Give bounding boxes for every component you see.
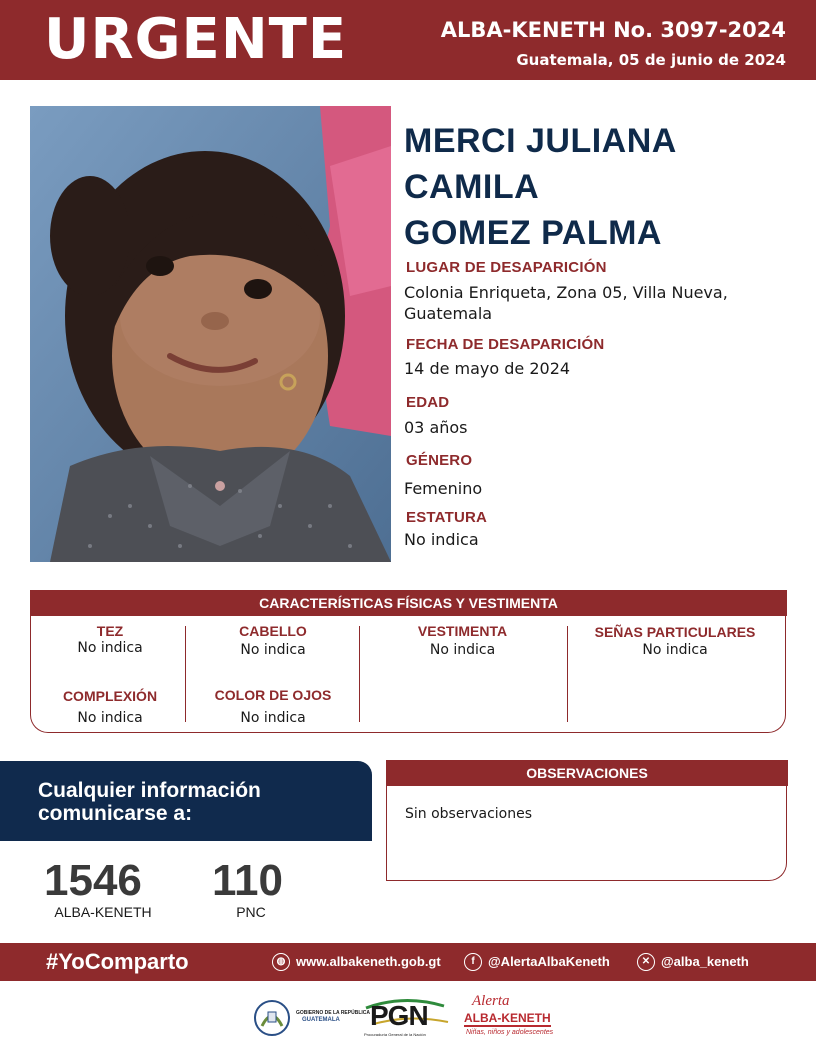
pgn-subtext: Procuraduría General de la Nación [364,1032,426,1037]
name-line-1: MERCI JULIANA [404,122,677,160]
pgn-logo [364,996,450,1040]
divider [359,626,360,722]
complexion-label: COMPLEXIÓN [62,688,158,704]
senas-value: No indica [642,642,708,658]
globe-icon: ◍ [272,953,290,971]
government-logo [250,998,370,1038]
name-line-3: GOMEZ PALMA [404,214,662,252]
place-value-line2: Guatemala [404,304,493,323]
facebook-link[interactable] [464,951,610,973]
phone-pnc[interactable]: 110 [212,856,283,905]
name-line-2: CAMILA [404,168,540,206]
alert-date: Guatemala, 05 de junio de 2024 [516,51,786,69]
date-value: 14 de mayo de 2024 [404,359,571,378]
divider [567,626,568,722]
alba-keneth-subtext: Niñas, niños y adolescentes [466,1029,554,1036]
divider [185,626,186,722]
height-label: ESTATURA [406,509,488,526]
alba-keneth-text: ALBA-KENETH [464,1011,551,1025]
missing-person-name [404,118,794,256]
age-value: 03 años [404,418,468,437]
x-link[interactable] [637,951,749,973]
age-label: EDAD [406,394,450,411]
contact-line-1: Cualquier información [38,779,261,802]
phone-alba-keneth-label: ALBA-KENETH [54,904,152,920]
vestimenta-value: No indica [429,642,496,658]
x-text: @alba_keneth [661,954,749,969]
alert-number: ALBA-KENETH No. 3097-2024 [440,18,786,42]
missing-person-photo [30,106,391,562]
phone-pnc-label: PNC [236,904,266,920]
characteristics-title: CARACTERÍSTICAS FÍSICAS Y VESTIMENTA [30,590,787,616]
observations-text: Sin observaciones [405,806,533,822]
vestimenta-label: VESTIMENTA [417,623,508,639]
alerta-text: Alerta [472,993,510,1009]
place-value-line1: Colonia Enriqueta, Zona 05, Villa Nueva, [404,283,728,302]
gov-text-1: GOBIERNO DE LA REPÚBLICA [296,1010,370,1016]
hashtag: #YoComparto [46,949,189,974]
gender-value: Femenino [404,479,483,498]
facebook-text: @AlertaAlbaKeneth [488,954,610,969]
x-icon: ✕ [637,953,655,971]
place-label: LUGAR DE DESAPARICIÓN [406,259,607,276]
coat-of-arms-icon [250,998,294,1038]
senas-label: SEÑAS PARTICULARES [594,624,756,640]
cabello-value: No indica [240,642,306,658]
alba-keneth-logo [464,993,554,1041]
contact-line-2: comunicarse a: [38,802,193,825]
tez-label: TEZ [96,623,124,639]
cabello-label: CABELLO [239,623,307,639]
height-value: No indica [404,530,479,549]
tez-value: No indica [77,640,143,656]
contact-text [38,779,358,825]
facebook-icon: f [464,953,482,971]
gov-text-2: GUATEMALA [302,1017,340,1023]
phone-alba-keneth[interactable]: 1546 [44,856,142,905]
gender-label: GÉNERO [406,452,473,469]
date-label: FECHA DE DESAPARICIÓN [406,336,605,353]
pgn-text: PGN [370,1000,428,1031]
complexion-value: No indica [77,710,143,726]
eye-color-value: No indica [240,710,306,726]
observations-title: OBSERVACIONES [386,760,788,786]
eye-color-label: COLOR DE OJOS [214,687,332,703]
urgent-title: URGENTE [44,7,348,72]
website-link[interactable] [272,951,441,973]
website-text: www.albakeneth.gob.gt [296,954,441,969]
